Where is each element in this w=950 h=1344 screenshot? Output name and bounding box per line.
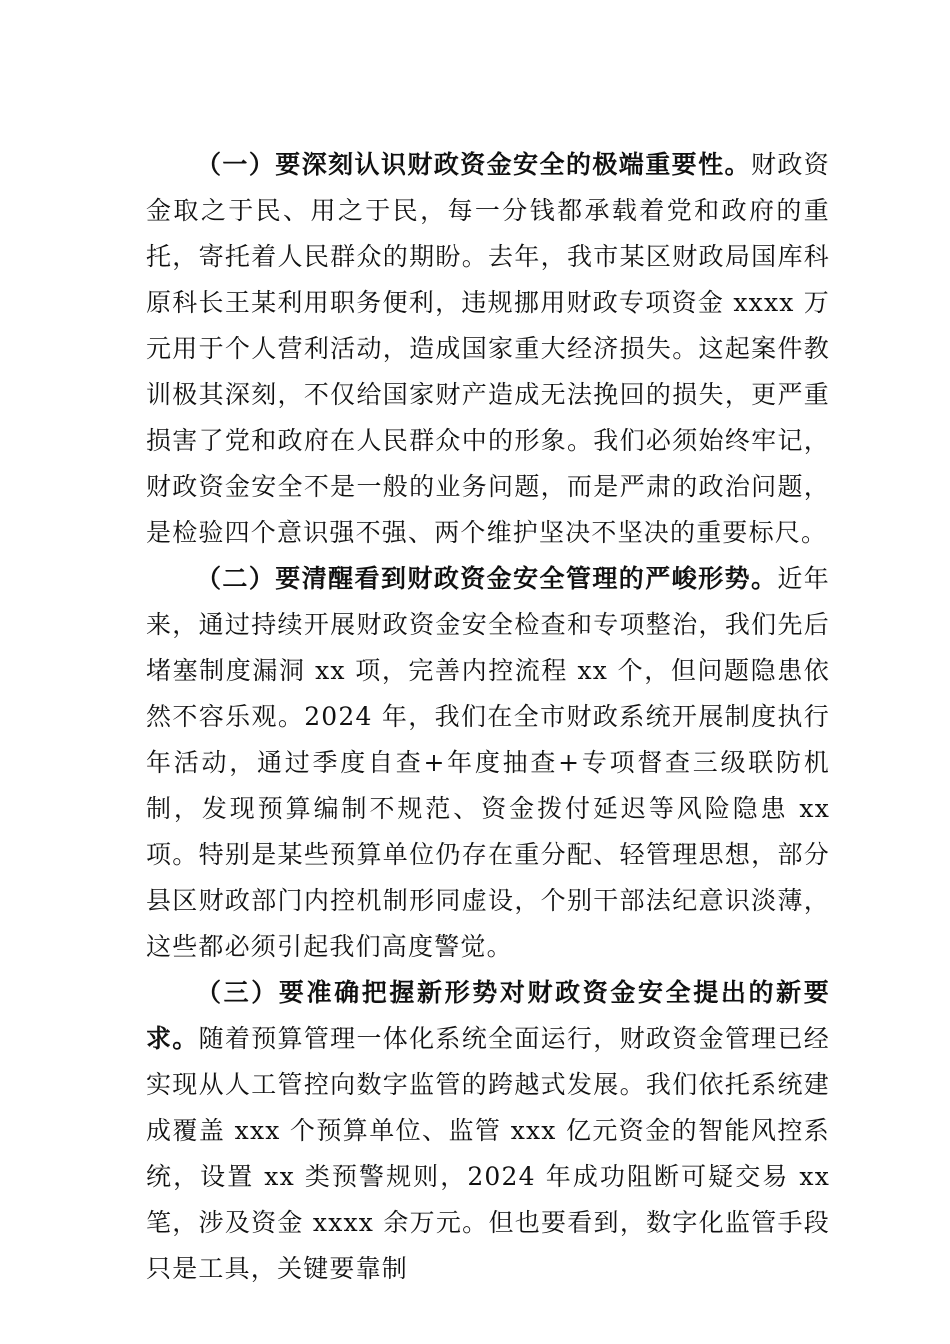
paragraph-3-text: 随着预算管理一体化系统全面运行，财政资金管理已经实现从人工管控向数字监管的跨越式发展。我们依托系统建成覆盖 xxx 个预算单位、监管 xxx 亿元资金的智能风控系统，设置 xx 类预警规则，2024 年成功阻断可疑交易 xx 笔，涉及资金 xxxx 余万元。但也要看到，数字化监管手段只是工具，关键要靠制 [146, 1024, 830, 1283]
paragraph-3-heading: （三）要准确把握新形势对财政资金安全提出的新要求。 [146, 978, 830, 1053]
paragraph-2-heading: （二）要清醒看到财政资金安全管理的严峻形势。 [196, 564, 778, 593]
paragraph-3 [146, 970, 830, 1292]
document-body [146, 142, 830, 1292]
paragraph-1-heading: （一）要深刻认识财政资金安全的极端重要性。 [196, 150, 751, 179]
paragraph-1-text: 财政资金取之于民、用之于民，每一分钱都承载着党和政府的重托，寄托着人民群众的期盼。去年，我市某区财政局国库科原科长王某利用职务便利，违规挪用财政专项资金 xxxx 万元用于个人营利活动，造成国家重大经济损失。这起案件教训极其深刻，不仅给国家财产造成无法挽回的损失，更严重损害了党和政府在人民群众中的形象。我们必须始终牢记，财政资金安全不是一般的业务问题，而是严肃的政治问题，是检验四个意识强不强、两个维护坚决不坚决的重要标尺。 [146, 150, 831, 547]
paragraph-2-text: 近年来，通过持续开展财政资金安全检查和专项整治，我们先后堵塞制度漏洞 xx 项，完善内控流程 xx 个，但问题隐患依然不容乐观。2024 年，我们在全市财政系统开展制度执行年活动，通过季度自查+年度抽查+专项督查三级联防机制，发现预算编制不规范、资金拨付延迟等风险隐患 xx 项。特别是某些预算单位仍存在重分配、轻管理思想，部分县区财政部门内控机制形同虚设，个别干部法纪意识淡薄，这些都必须引起我们高度警觉。 [146, 564, 831, 961]
paragraph-2 [146, 556, 830, 970]
paragraph-1 [146, 142, 830, 556]
